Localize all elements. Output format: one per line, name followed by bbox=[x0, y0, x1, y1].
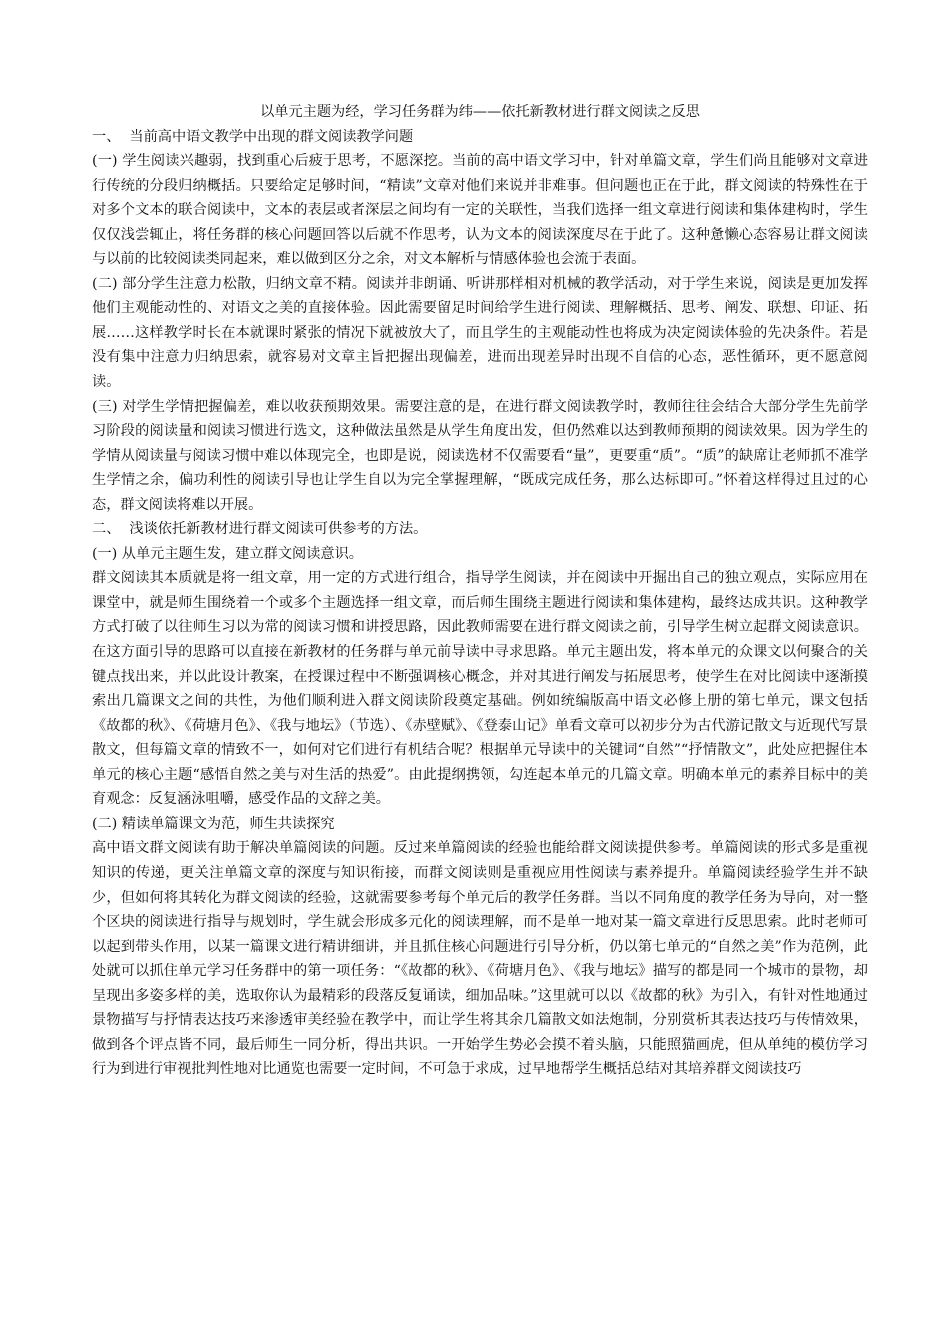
paragraph-2: (二) 部分学生注意力松散，归纳文章不精。阅读并非朗诵、听讲那样相对机械的教学活动，对于学生来说，阅读是更加发挥他们主观能动性的、对语文之美的直接体验。因此需要留足时间给学生进行阅读、理解概括、思考、阐发、联想、印证、拓展……这样教学时长在本就课时紧张的情况下就被放大了，而且学生的主观能动性也将成为决定阅读体验的先决条件。若是没有集中注意力归纳思索，就容易对文章主旨把握出现偏差，进而出现差异时出现不自信的心态，恶性循环，更不愿意阅读。 bbox=[92, 275, 868, 391]
paragraph-4: 群文阅读其本质就是将一组文章，用一定的方式进行组合，指导学生阅读，并在阅读中开掘出自己的独立观点，实际应用在课堂中，就是师生围绕着一个或多个主题选择一组文章，而后师生围绕主题进行阅读和集体建构，最终达成共识。这种教学方式打破了以往师生习以为常的阅读习惯和讲授思路，因此教师需要在进行群文阅读之前，引导学生树立起群文阅读意识。在这方面引导的思路可以直接在新教材的任务群与单元前导读中寻求思路。单元主题出发，将本单元的众课文以何聚合的关键点找出来，并以此设计教案，在授课过程中不断强调核心概念，并对其进行阐发与拓展思考，使学生在对比阅读中逐渐摸索出几篇课文之间的共性，为他们顺利进入群文阅读阶段奠定基础。例如统编版高中语文必修上册的第七单元，课文包括《故都的秋》、《荷塘月色》、《我与地坛》（节选）、《赤壁赋》、《登泰山记》单看文章可以初步分为古代游记散文与近现代写景散文，但每篇文章的情致不一，如何对它们进行有机结合呢？根据单元导读中的关键词“自然”“抒情散文”，此处应把握住本单元的核心主题“感悟自然之美与对生活的热爱”。由此提纲携领，勾连起本单元的几篇文章。明确本单元的素养目标中的美育观念：反复涵泳咀嚼，感受作品的文辞之美。 bbox=[92, 570, 868, 808]
paragraph-1: (一) 学生阅读兴趣弱，找到重心后疲于思考，不愿深挖。当前的高中语文学习中，针对单篇文章，学生们尚且能够对文章进行传统的分段归纳概括。只要给定足够时间，“精读”文章对他们来说并非难事。但问题也正在于此，群文阅读的特殊性在于对多个文本的联合阅读中，文本的表层或者深层之间均有一定的关联性，当我们选择一组文章进行阅读和集体建构时，学生仅仅浅尝辄止，将任务群的核心问题回答以后就不作思考，认为文本的阅读深度尽在于此了。这种惫懒心态容易让群文阅读与以前的比较阅读类同起来，难以做到区分之余，对文本解析与情感体验也会流于表面。 bbox=[92, 153, 868, 268]
section-heading-1: 一、 当前高中语文教学中出现的群文阅读教学问题 bbox=[92, 128, 414, 145]
paragraph-5: 高中语文群文阅读有助于解决单篇阅读的问题。反过来单篇阅读的经验也能给群文阅读提供参考。单篇阅读的形式多是重视知识的传递，更关注单篇文章的深度与知识衔接，而群文阅读则是重视应用性阅读与素养提升。单篇阅读经验学生并不缺少，但如何将其转化为群文阅读的经验，这就需要参考每个单元后的教学任务群。当以不同角度的教学任务为导向，对一整个区块的阅读进行指导与规划时，学生就会形成多元化的阅读理解，而不是单一地对某一篇文章进行反思思索。此时老师可以起到带头作用，以某一篇课文进行精讲细讲，并且抓住核心问题进行引导分析，仍以第七单元的“自然之美”作为范例，此处就可以抓住单元学习任务群中的第一项任务：“《故都的秋》、《荷塘月色》、《我与地坛》描写的都是同一个城市的景物，却呈现出多姿多样的美，选取你认为最精彩的段落反复诵读，细加品味。”这里就可以以《故都的秋》为引入，有针对性地通过景物描写与抒情表达技巧来渗透审美经验在教学中，而让学生将其余几篇散文如法炮制，分别赏析其表达技巧与传情效果，做到各个评点皆不同，最后师生一同分析，得出共识。一开始学生势必会摸不着头脑，只能照猫画虎，但从单纯的模仿学习行为到进行审视批判性地对比通览也需要一定时间，不可急于求成，过早地帮学生概括总结对其培养群文阅读技巧 bbox=[92, 840, 868, 1078]
document-title: 以单元主题为经，学习任务群为纬——依托新教材进行群文阅读之反思 bbox=[260, 104, 700, 120]
subsection-heading-2: (二) 精读单篇课文为范，师生共读探究 bbox=[92, 815, 335, 832]
subsection-heading-1: (一) 从单元主题生发，建立群文阅读意识。 bbox=[92, 545, 363, 562]
document-page bbox=[92, 100, 868, 1082]
section-heading-2: 二、 浅谈依托新教材进行群文阅读可供参考的方法。 bbox=[92, 521, 428, 538]
paragraph-3: (三) 对学生学情把握偏差，难以收获预期效果。需要注意的是，在进行群文阅读教学时，教师往往会结合大部分学生先前学习阶段的阅读量和阅读习惯进行选文，这种做法虽然是从学生角度出发，但仍然难以达到教师预期的阅读效果。因为学生的学情从阅读量与阅读习惯中难以体现完全，也即是说，阅读选材不仅需要看“量”，更要重“质”。“质”的缺席让老师抓不准学生学情之余，偏功利性的阅读引导也让学生自以为完全掌握理解，“既成完成任务，那么达标即可。”怀着这样得过且过的心态，群文阅读将难以开展。 bbox=[92, 398, 868, 513]
